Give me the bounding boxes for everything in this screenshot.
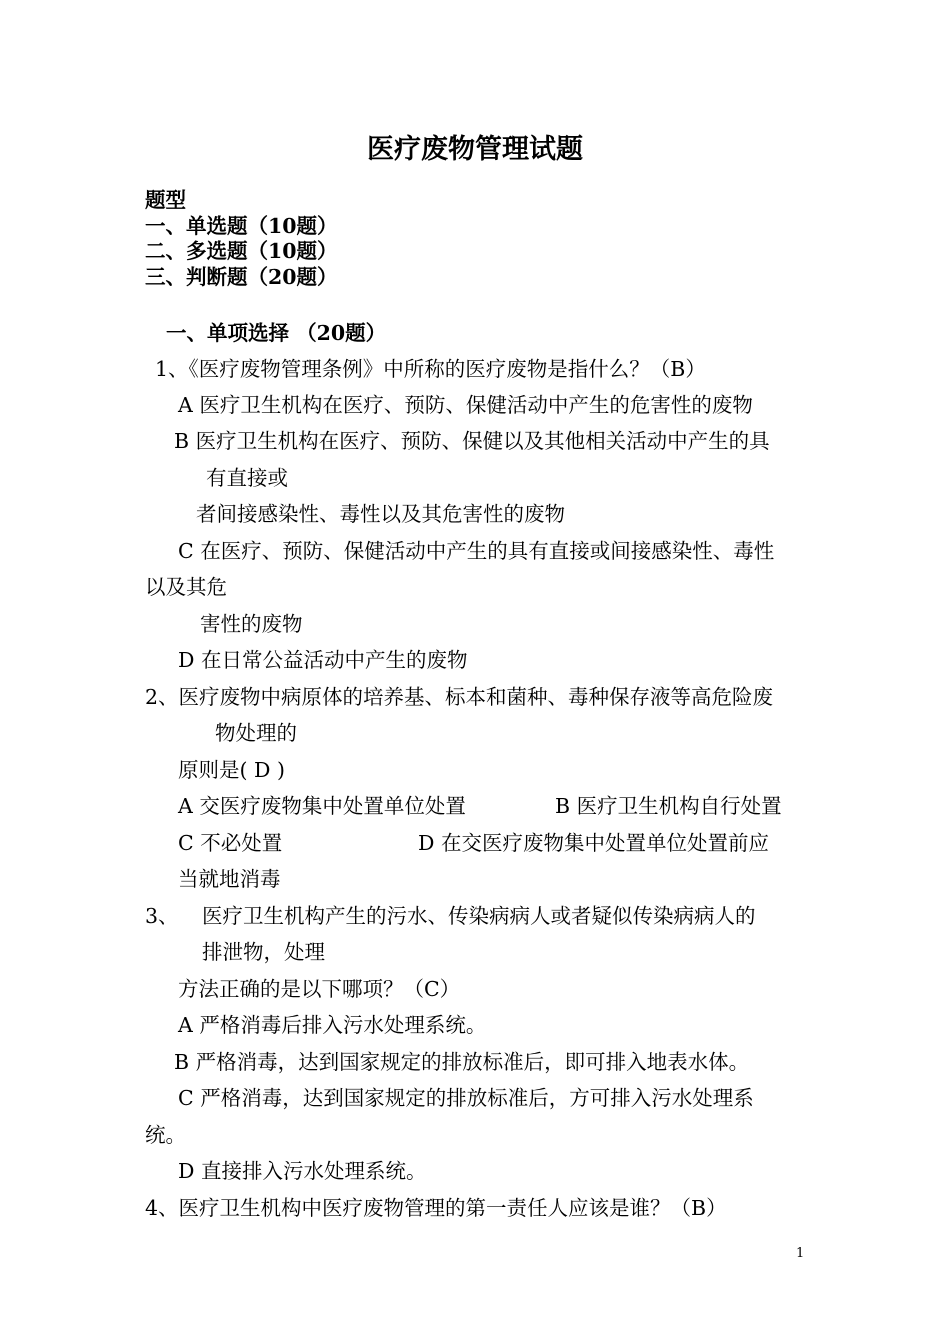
option-line: B 医疗卫生机构自行处置 [555, 794, 782, 818]
option-line: A 医疗卫生机构在医疗、预防、保健活动中产生的危害性的废物 [178, 393, 753, 417]
question-3-number: 3、 [145, 904, 179, 928]
option-line: A 交医疗废物集中处置单位处置 [178, 794, 466, 818]
option-line: C 不必处置 [178, 831, 283, 855]
question-line: 排泄物，处理 [202, 940, 325, 964]
option-line: C 在医疗、预防、保健活动中产生的具有直接或间接感染性、毒性 [178, 539, 775, 563]
question-type-item: 二、多选题（10题） [145, 239, 338, 263]
question-3: 医疗卫生机构产生的污水、传染病病人或者疑似传染病病人的 [202, 904, 756, 928]
page-number: 1 [796, 1246, 805, 1261]
question-4: 4、医疗卫生机构中医疗废物管理的第一责任人应该是谁？（B） [145, 1196, 727, 1220]
question-type-item: 三、判断题（20题） [145, 265, 338, 289]
option-line: A 严格消毒后排入污水处理系统。 [178, 1013, 487, 1037]
question-types-heading: 题型 [145, 188, 186, 212]
question-line: 原则是( D ) [178, 758, 285, 782]
option-line: 者间接感染性、毒性以及其危害性的废物 [196, 502, 565, 526]
option-line: 当就地消毒 [178, 867, 281, 891]
section-heading: 一、单项选择 （20题） [166, 321, 387, 345]
question-2: 2、医疗废物中病原体的培养基、标本和菌种、毒种保存液等高危险废 [145, 685, 774, 709]
option-line: C 严格消毒，达到国家规定的排放标准后，方可排入污水处理系 [178, 1086, 754, 1110]
option-line: B 严格消毒，达到国家规定的排放标准后，即可排入地表水体。 [174, 1050, 750, 1074]
document-title: 医疗废物管理试题 [367, 134, 583, 165]
option-line: 以及其危 [145, 575, 227, 599]
question-line: 物处理的 [215, 721, 297, 745]
question-line: 方法正确的是以下哪项？（C） [178, 977, 461, 1001]
option-line: D 在日常公益活动中产生的废物 [178, 648, 468, 672]
option-line: D 直接排入污水处理系统。 [178, 1159, 427, 1183]
option-line: B 医疗卫生机构在医疗、预防、保健以及其他相关活动中产生的具 [174, 429, 770, 453]
option-line: D 在交医疗废物集中处置单位处置前应 [418, 831, 769, 855]
option-line: 统。 [145, 1123, 186, 1147]
question-1: 1、《医疗废物管理条例》中所称的医疗废物是指什么？（B） [155, 357, 706, 381]
option-line: 有直接或 [206, 466, 288, 490]
option-line: 害性的废物 [200, 612, 303, 636]
question-type-item: 一、单选题（10题） [145, 214, 338, 238]
